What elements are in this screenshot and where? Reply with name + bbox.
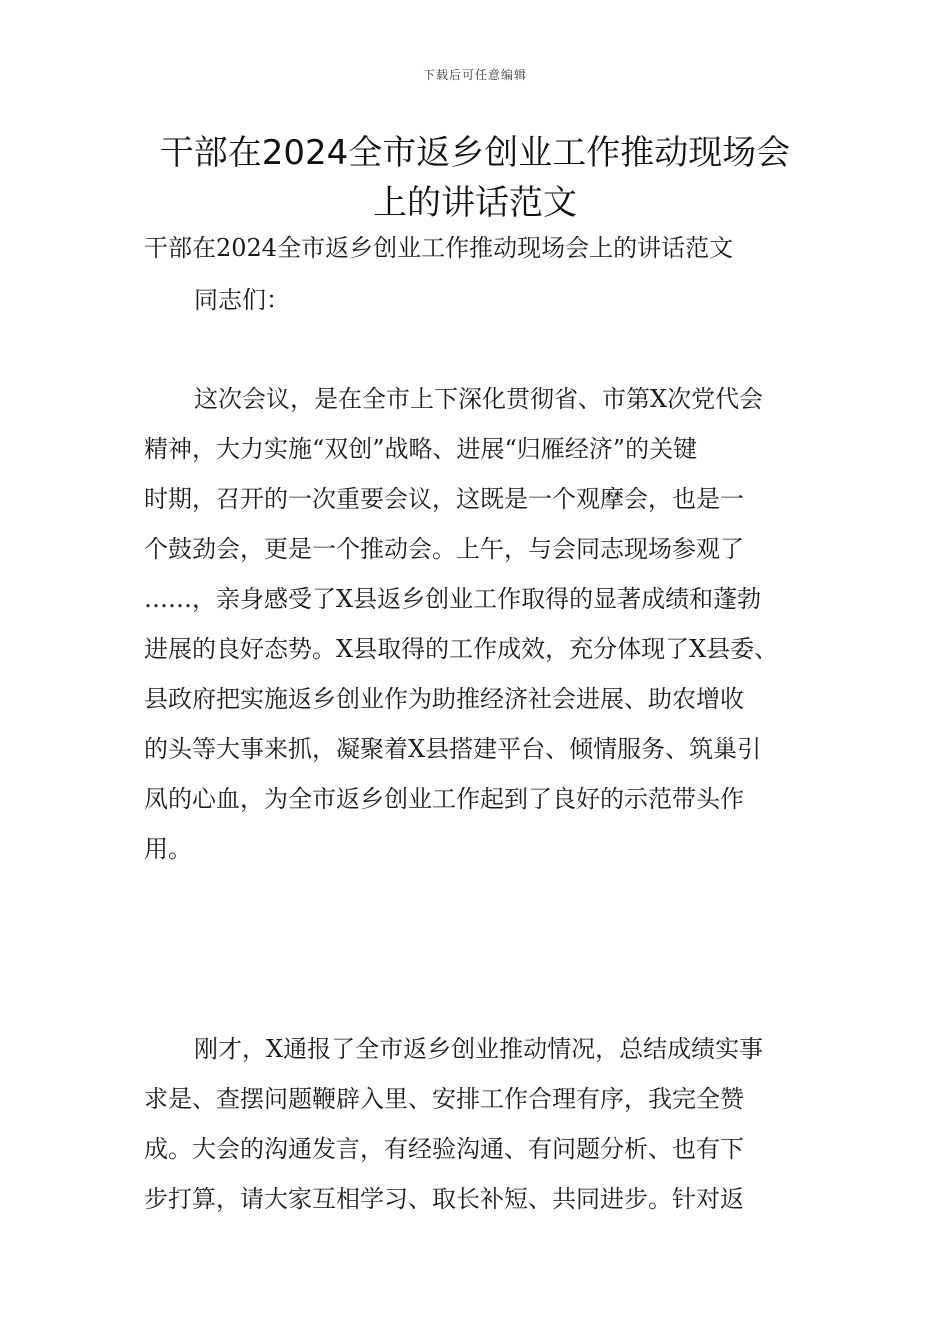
paragraph-line: 县政府把实施返乡创业作为助推经济社会进展、助农增收 [144,685,744,713]
paragraph-line: 个鼓劲会，更是一个推动会。上午，与会同志现场参观了 [144,535,744,563]
download-note: 下载后可任意编辑 [422,68,527,82]
paragraph-line: 进展的良好态势。X县取得的工作成效，充分体现了X县委、 [144,635,779,663]
paragraph-line: 凤的心血，为全市返乡创业工作起到了良好的示范带头作 [144,785,744,813]
body-paragraph-2 [144,1024,834,1224]
paragraph-line: 用。 [144,835,192,863]
salutation: 同志们： [194,286,290,314]
paragraph-line: 求是、查摆问题鞭辟入里、安排工作合理有序，我完全赞 [144,1085,744,1113]
paragraph-line: 精神，大力实施“双创”战略、进展“归雁经济”的关键 [144,435,698,463]
paragraph-line: ……，亲身感受了X县返乡创业工作取得的显著成绩和蓬勃 [144,585,762,613]
body-paragraph-1 [144,374,834,874]
document-title [60,128,890,228]
paragraph-line: 这次会议，是在全市上下深化贯彻省、市第X次党代会 [194,385,764,413]
paragraph-line: 步打算，请大家互相学习、取长补短、共同进步。针对返 [144,1185,744,1213]
paragraph-line: 成。大会的沟通发言，有经验沟通、有问题分析、也有下 [144,1135,744,1163]
paragraph-line: 刚才，X通报了全市返乡创业推动情况，总结成绩实事 [194,1035,764,1063]
title-line-2: 上的讲话范文 [373,183,577,223]
paragraph-line: 时期，召开的一次重要会议，这既是一个观摩会，也是一 [144,485,744,513]
title-line-1: 干部在2024全市返乡创业工作推动现场会 [159,133,791,173]
paragraph-line: 的头等大事来抓，凝聚着X县搭建平台、倾情服务、筑巢引 [144,735,762,763]
document-subtitle: 干部在2024全市返乡创业工作推动现场会上的讲话范文 [144,234,734,262]
